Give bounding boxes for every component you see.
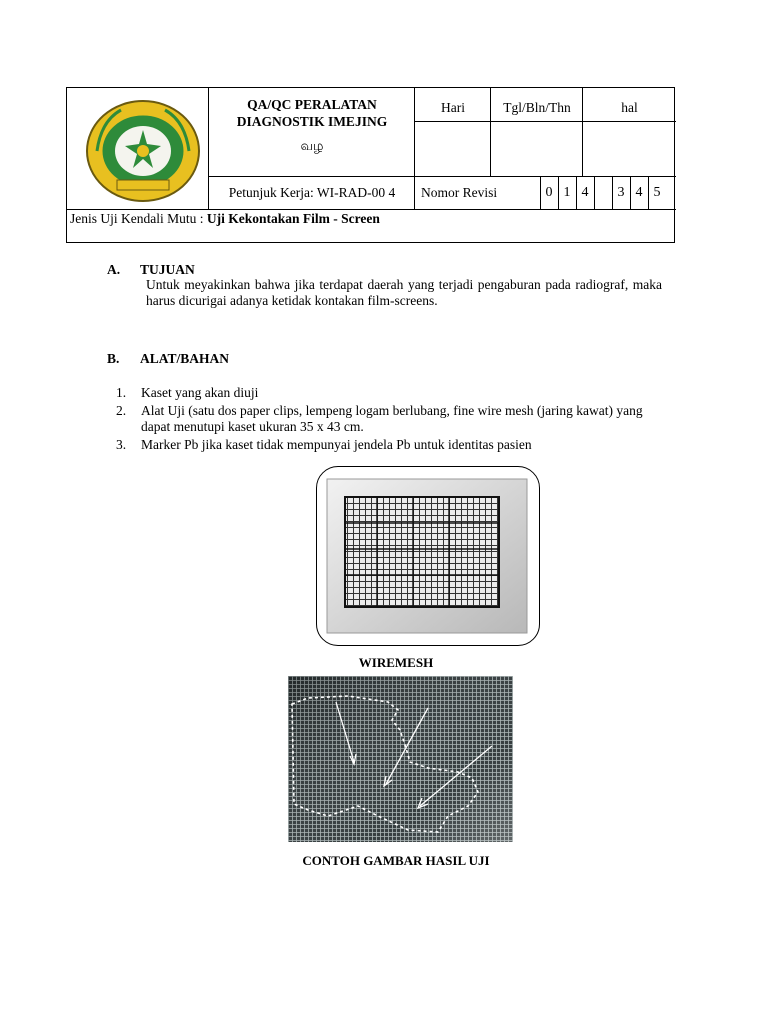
jenis-uji <box>67 211 380 227</box>
revision-digit: 0 <box>545 185 553 200</box>
result-caption: CONTOH GAMBAR HASIL UJI <box>302 853 490 868</box>
revision-digit: 5 <box>653 185 661 200</box>
wiremesh-image <box>317 467 538 644</box>
ornament: வழ <box>300 138 324 153</box>
col-hari: Hari <box>441 100 465 115</box>
result-radiograph-image <box>288 676 513 842</box>
section-tujuan-heading: A. TUJUAN <box>107 262 195 277</box>
wiremesh-caption: WIREMESH <box>358 655 434 670</box>
col-hal: hal <box>621 100 638 115</box>
nomor-revisi-label: Nomor Revisi <box>421 185 498 200</box>
revision-digit: 1 <box>563 185 571 200</box>
tujuan-text: Untuk meyakinkan bahwa jika terdapat daerah yang terjadi pengaburan pada radiograf, maka harus dicurigai adanya ketidak kontakan film-screens. <box>146 277 662 308</box>
revision-digit: 3 <box>617 185 625 200</box>
petunjuk-kerja: Petunjuk Kerja: WI-RAD-00 4 <box>228 185 396 200</box>
divider <box>208 176 676 177</box>
divider <box>67 209 676 210</box>
jenis-uji-label: Jenis Uji Kendali Mutu : <box>70 211 207 226</box>
divider <box>414 121 676 122</box>
revision-digit: 4 <box>581 185 589 200</box>
jenis-uji-value: Uji Kekontakan Film - Screen <box>206 211 380 226</box>
section-alat-heading: B. ALAT/BAHAN <box>107 351 230 366</box>
col-tgl: Tgl/Bln/Thn <box>503 100 571 115</box>
divider <box>594 176 595 210</box>
header-table <box>66 87 675 243</box>
institution-logo-icon <box>81 96 205 206</box>
revision-digit: 4 <box>635 185 643 200</box>
document-title: QA/QC PERALATAN DIAGNOSTIK IMEJING <box>236 97 388 129</box>
wiremesh-frame <box>316 466 540 646</box>
